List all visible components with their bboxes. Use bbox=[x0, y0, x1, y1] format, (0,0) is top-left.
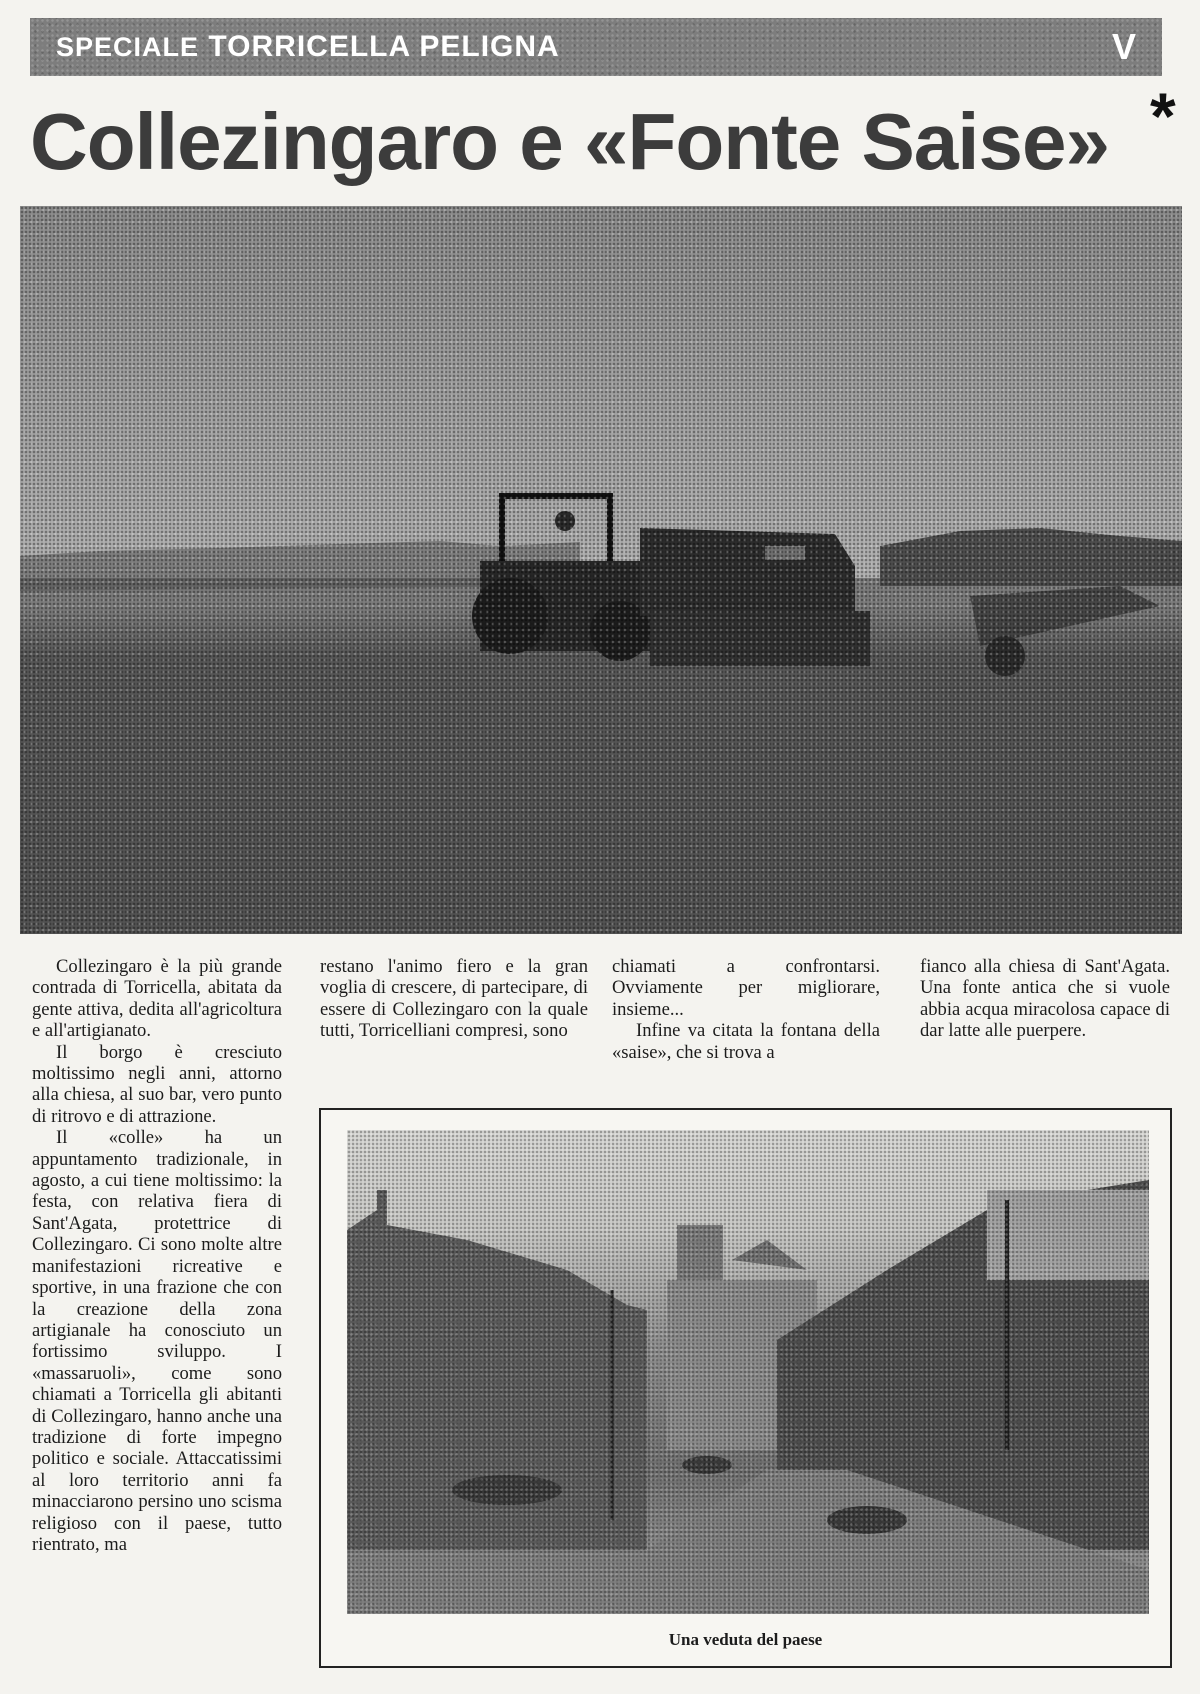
photo-box-town-view bbox=[319, 1108, 1172, 1668]
article-column-3 bbox=[612, 956, 880, 1063]
paragraph-fontana: Infine va citata la fontana della «saise», che si trova a bbox=[612, 1020, 880, 1063]
section-name: TORRICELLA PELIGNA bbox=[208, 30, 560, 63]
photo-caption: Una veduta del paese bbox=[668, 1630, 823, 1649]
main-photo-tractor-field bbox=[20, 206, 1182, 934]
section-banner bbox=[30, 18, 1162, 76]
article-column-1 bbox=[32, 956, 282, 1555]
photo-grain bbox=[347, 1130, 1149, 1614]
photo-grain bbox=[20, 206, 1182, 934]
headline: Collezingaro e «Fonte Saise» bbox=[30, 97, 1109, 186]
section-word: SPECIALE bbox=[56, 32, 200, 62]
article-column-2 bbox=[320, 956, 588, 1042]
page-number: V bbox=[1111, 26, 1136, 67]
town-street-photo bbox=[347, 1130, 1149, 1614]
paragraph-2: Il borgo è cresciuto moltissimo negli anni, attorno alla chiesa, al suo bar, vero punto di ritrovo e di attrazione. bbox=[32, 1041, 282, 1127]
section-title bbox=[56, 30, 560, 64]
headline-asterisk: * bbox=[1150, 79, 1176, 153]
paragraph-3: Il «colle» ha un appuntamento tradizionale, in agosto, a cui tiene moltissimo: la festa, con relativa fiera di Sant'Agata, protettrice di Collezingaro. Ci sono molte altre manifestazioni ricreative e sportive, in una frazione che con la creazione della zona artigianale ha conosciuto un fortissimo sviluppo. I «massaruoli», come sono chiamati a Torricella gli abitanti di Collezingaro, hanno anche una tradizione di forte impegno politico e sociale. Attaccatissimi al loro territorio anni fa minacciarono persino uno scisma religioso con il paese, tutto rientrato, ma bbox=[32, 1127, 282, 1555]
paragraph-continuation: chiamati a confrontarsi. Ovviamente per migliorare, insieme... bbox=[612, 956, 880, 1020]
paragraph-continuation: restano l'animo fiero e la gran voglia di crescere, di partecipare, di essere di Collezingaro con la quale tutti, Torricelliani compresi, sono bbox=[320, 956, 588, 1042]
paragraph-continuation: fianco alla chiesa di Sant'Agata. Una fonte antica che si vuole abbia acqua miracolosa capace di dar latte alle puerpere. bbox=[920, 956, 1170, 1042]
paragraph-1: Collezingaro è la più grande contrada di Torricella, abitata da gente attiva, dedita all'agricoltura e all'artigianato. bbox=[32, 956, 282, 1042]
article-column-4 bbox=[920, 956, 1170, 1042]
